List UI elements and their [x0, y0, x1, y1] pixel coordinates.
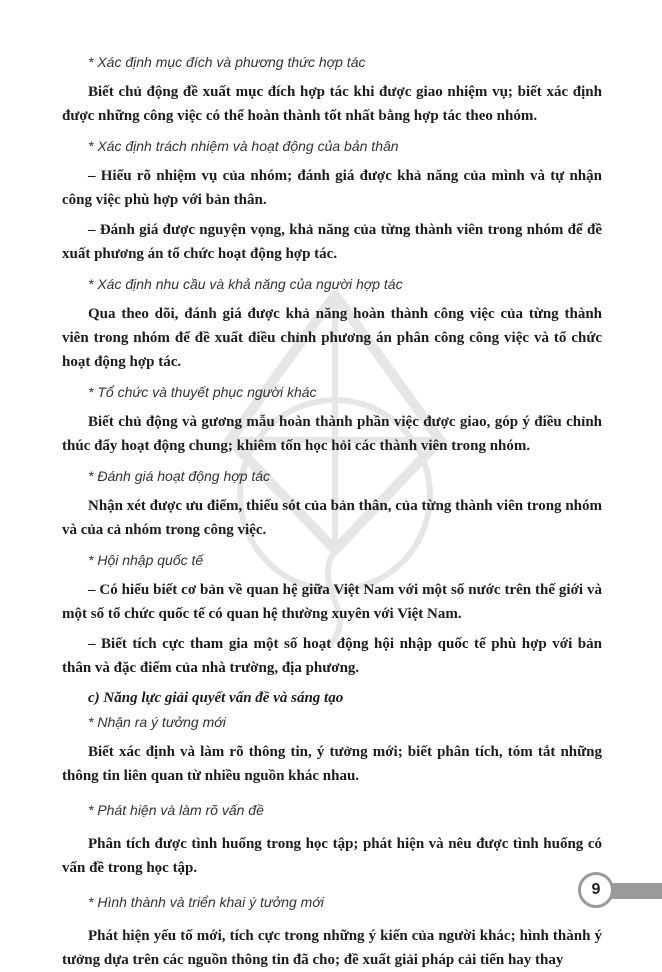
page-content — [62, 50, 602, 972]
text-heading: * Hình thành và triển khai ý tưởng mới — [88, 894, 324, 910]
section-heading: c) Năng lực giải quyết vấn đề và sáng tạo — [88, 690, 344, 706]
text-heading: * Hội nhập quốc tế — [88, 552, 204, 568]
text-heading: * Nhận ra ý tưởng mới — [88, 714, 226, 730]
paragraph: Qua theo dõi, đánh giá được khả năng hoàn thành công việc của từng thành viên trong nhóm để đề xuất điều chỉnh phương án phân công công việc và tổ chức hoạt động hợp tác. — [62, 306, 602, 370]
text-heading: * Tổ chức và thuyết phục người khác — [88, 384, 317, 400]
text-heading: * Xác định nhu cầu và khả năng của người hợp tác — [88, 276, 403, 292]
paragraph: – Đánh giá được nguyện vọng, khả năng của từng thành viên trong nhóm để đề xuất phương án tổ chức hoạt động hợp tác. — [62, 222, 602, 262]
paragraph: – Có hiểu biết cơ bản về quan hệ giữa Việt Nam với một số nước trên thế giới và một số tổ chức quốc tế có quan hệ thường xuyên với Việt Nam. — [62, 582, 602, 622]
paragraph: – Hiểu rõ nhiệm vụ của nhóm; đánh giá được khả năng của mình và tự nhận công việc phù hợp với bản thân. — [62, 168, 602, 208]
paragraph: Phân tích được tình huống trong học tập; phát hiện và nêu được tình huống có vấn đề trong học tập. — [62, 836, 602, 876]
paragraph: Phát hiện yếu tố mới, tích cực trong những ý kiến của người khác; hình thành ý tưởng dựa trên các nguồn thông tin đã cho; đề xuất giải pháp cải tiến hay thay — [62, 928, 602, 968]
text-heading: * Phát hiện và làm rõ vấn đề — [88, 802, 264, 818]
paragraph: Biết chủ động đề xuất mục đích hợp tác khi được giao nhiệm vụ; biết xác định được những công việc có thể hoàn thành tốt nhất bằng hợp tác theo nhóm. — [62, 84, 602, 124]
text-heading: * Đánh giá hoạt động hợp tác — [88, 468, 271, 484]
text-heading: * Xác định mục đích và phương thức hợp tác — [88, 54, 366, 70]
paragraph: Nhận xét được ưu điểm, thiếu sót của bản thân, của từng thành viên trong nhóm và của cả nhóm trong công việc. — [62, 498, 602, 538]
paragraph: Biết xác định và làm rõ thông tin, ý tưởng mới; biết phân tích, tóm tắt những thông tin liên quan từ nhiều nguồn khác nhau. — [62, 744, 602, 784]
page-number: 9 — [578, 872, 614, 908]
paragraph: – Biết tích cực tham gia một số hoạt động hội nhập quốc tế phù hợp với bản thân và đặc điểm của nhà trường, địa phương. — [62, 636, 602, 676]
paragraph: Biết chủ động và gương mẫu hoàn thành phần việc được giao, góp ý điều chỉnh thúc đẩy hoạt động chung; khiêm tốn học hỏi các thành viên trong nhóm. — [62, 414, 602, 454]
text-heading: * Xác định trách nhiệm và hoạt động của bản thân — [88, 138, 399, 154]
